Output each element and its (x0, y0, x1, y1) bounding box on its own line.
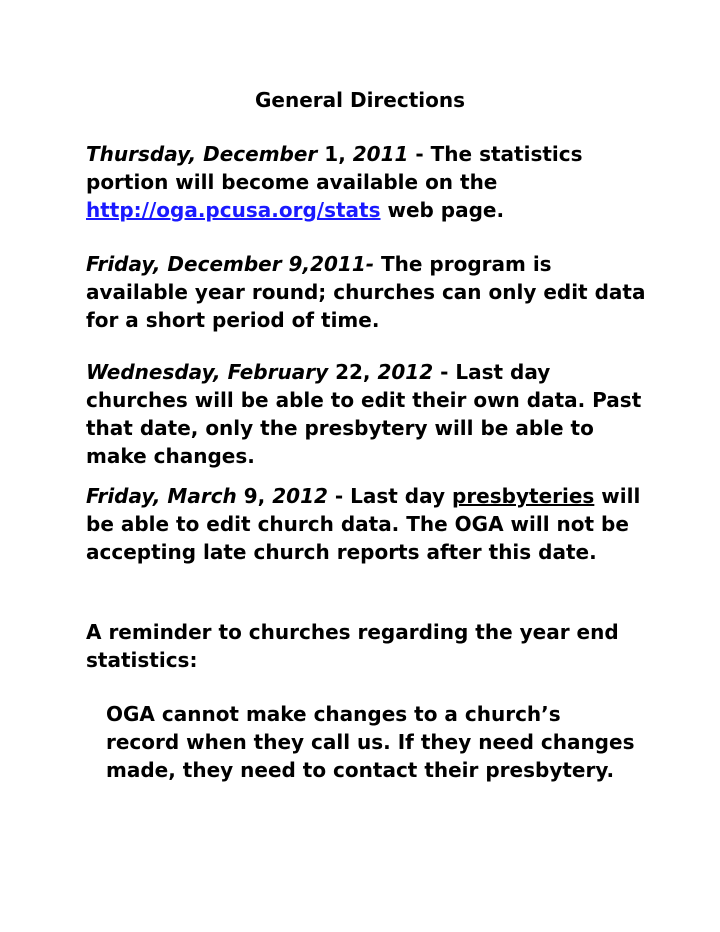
date-year: 2012 (377, 360, 434, 384)
stats-link[interactable]: http://oga.pcusa.org/stats (86, 198, 381, 222)
date-day: 22, (328, 360, 378, 384)
date-label: Thursday, December (86, 142, 318, 166)
date-year: 2012 (272, 484, 328, 508)
date-label: Friday, December 9,2011- (86, 252, 375, 276)
date-item-program-available (86, 250, 646, 334)
date-item-church-deadline (86, 358, 646, 470)
reminder-note: OGA cannot make changes to a church’s record when they call us. If they need changes made, they need to contact their presbytery. (106, 702, 635, 782)
date-description-end: web page. (380, 198, 505, 222)
date-year: 2011 (352, 142, 409, 166)
reminder-heading: A reminder to churches regarding the year end statistics: (86, 620, 619, 672)
page-title: General Directions (255, 88, 465, 112)
date-item-stats-available (86, 140, 646, 224)
date-label: Wednesday, February (86, 360, 329, 384)
date-description: - Last day churches will be able to edit their own data. Past that date, only the presbytery will be able to make changes. (86, 360, 642, 468)
date-description: - Last day (327, 484, 452, 508)
date-description: - The statistics portion will become available on the (86, 142, 583, 194)
date-item-presbytery-deadline (86, 482, 646, 566)
date-description-end: will be able to edit church data. The OGA will not be accepting late church reports after this date. (86, 484, 641, 564)
date-description: The program is available year round; churches can only edit data for a short period of time. (86, 252, 646, 332)
date-day: 1, (317, 142, 353, 166)
date-label: Friday, March (86, 484, 237, 508)
presbyteries-underlined: presbyteries (452, 484, 595, 508)
date-day: 9, (236, 484, 273, 508)
